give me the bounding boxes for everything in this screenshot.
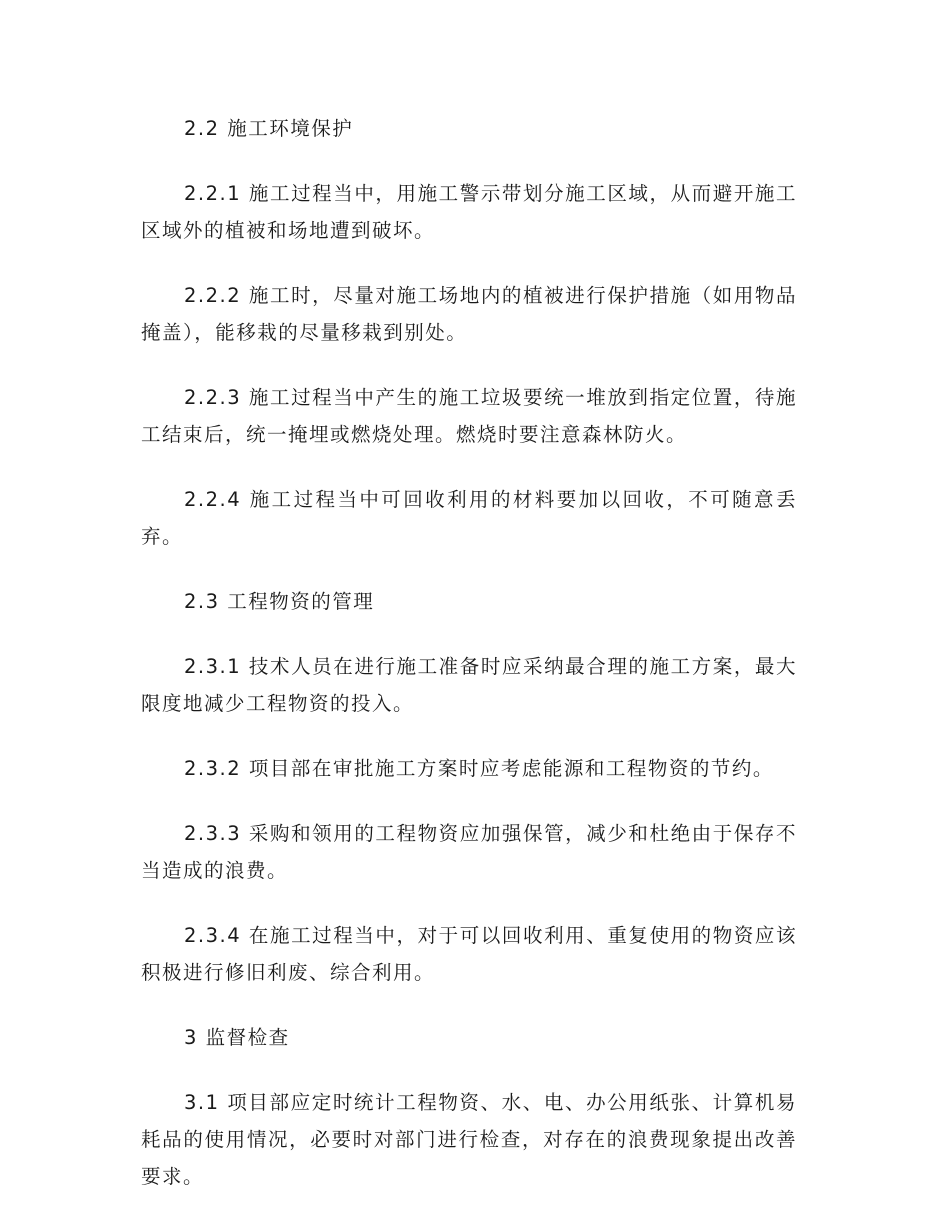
paragraph-2-2-2: 2.2.2 施工时，尽量对施工场地内的植被进行保护措施（如用物品掩盖），能移栽的尽量移栽到别处。 bbox=[141, 284, 797, 344]
section-heading-2-2: 2.2 施工环境保护 bbox=[184, 117, 354, 140]
paragraph-2-3-1: 2.3.1 技术人员在进行施工准备时应采纳最合理的施工方案，最大限度地减少工程物资的投入。 bbox=[141, 655, 797, 715]
paragraph-2-2-3: 2.2.3 施工过程当中产生的施工垃圾要统一堆放到指定位置，待施工结束后，统一掩埋或燃烧处理。燃烧时要注意森林防火。 bbox=[141, 386, 797, 446]
section-heading-2-3: 2.3 工程物资的管理 bbox=[184, 590, 375, 613]
paragraph-2-3-3: 2.3.3 采购和领用的工程物资应加强保管，减少和杜绝由于保存不当造成的浪费。 bbox=[141, 822, 797, 882]
document-body bbox=[141, 110, 797, 1223]
paragraph-3-1: 3.1 项目部应定时统计工程物资、水、电、办公用纸张、计算机易耗品的使用情况，必要时对部门进行检查，对存在的浪费现象提出改善要求。 bbox=[141, 1091, 797, 1188]
section-heading-3: 3 监督检查 bbox=[184, 1026, 290, 1049]
paragraph-2-2-4: 2.2.4 施工过程当中可回收利用的材料要加以回收，不可随意丢弃。 bbox=[141, 488, 797, 548]
paragraph-2-2-1: 2.2.1 施工过程当中，用施工警示带划分施工区域，从而避开施工区域外的植被和场地遭到破坏。 bbox=[141, 182, 797, 242]
paragraph-2-3-4: 2.3.4 在施工过程当中，对于可以回收利用、重复使用的物资应该积极进行修旧利废、综合利用。 bbox=[141, 924, 797, 984]
paragraph-2-3-2: 2.3.2 项目部在审批施工方案时应考虑能源和工程物资的节约。 bbox=[184, 757, 774, 780]
